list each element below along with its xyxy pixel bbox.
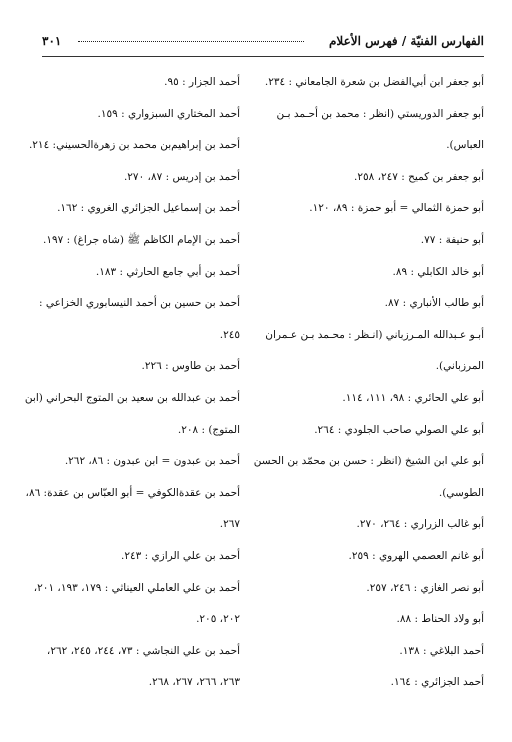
page-number: ٣٠١ (42, 34, 62, 48)
index-entry: أحمد بن إبراهيم‌بن محمد بن زهرة‌الحسيني: ٢١٤. (28, 139, 240, 152)
page-header (42, 34, 484, 56)
index-entry: أبو خالد الكابلي : ٨٩. (392, 265, 484, 278)
index-entry: المرزباني). (435, 360, 484, 373)
index-entry: أحمد بن الإمام الكاظم ﷺ (شاه جراغ) : ١٩٧. (43, 234, 240, 246)
index-entry: ٢٠٢، ٢٠٥. (196, 613, 240, 626)
index-entry: أبو علي ابن الشيخ (انظر : حسن بن محمّد بن الحسن (253, 455, 484, 468)
index-entry: أحمد بن إدريس : ٨٧، ٢٧٠. (123, 170, 240, 183)
index-entry: أحمد الجزار : ٩٥. (164, 76, 240, 88)
index-entry: أبو غالب الزراري : ٢٦٤، ٢٧٠. (356, 518, 484, 531)
index-entry: الطوسي). (438, 486, 484, 499)
index-entry: أحمد بن علي الرازي : ٢٤٣. (120, 550, 240, 562)
index-entry: أبو طالب الأنباري : ٨٧. (384, 297, 484, 310)
index-entry: أبو جعفر ابن أبي‌الفضل بن شعرة الجامعاني : ٢٣٤. (264, 76, 484, 88)
index-entry: أبو ولاد الحناط : ٨٨. (396, 613, 484, 626)
index-entry: أحمد بن أبي جامع الحارثي : ١٨٣. (95, 265, 240, 278)
index-entry: أحمد بن طاوس : ٢٢٦. (141, 360, 240, 373)
index-entry: ٢٦٣، ٢٦٦، ٢٦٧، ٢٦٨. (148, 676, 240, 689)
index-entry: أحمد المختاري السبزواري : ١٥٩. (97, 107, 240, 120)
header-rule (42, 56, 484, 57)
index-entry: العباس). (446, 139, 484, 152)
index-entry: أبو نصر الغازي : ٢٤٦، ٢٥٧. (366, 581, 484, 594)
index-entry: أبو جعفر بن كميح : ٢٤٧، ٢٥٨. (353, 170, 484, 183)
index-entry: أحمد بن عبدون = ابن عبدون : ٨٦، ٢٦٢. (64, 455, 240, 468)
index-entry: أبو علي الحائري : ٩٨، ١١١، ١١٤. (342, 392, 484, 404)
leader-dots (78, 40, 304, 42)
index-entry: ٢٦٧. (219, 518, 240, 531)
index-entry: أحمد بن حسين بن أحمد النيسابوري الخزاعي : (38, 297, 240, 310)
index-entry: أحمد بن عقدة‌الكوفي = أبو العبّاس بن عقدة: ٨٦، (25, 486, 240, 499)
index-entry: أحمد بن إسماعيل الجزائري الغروي : ١٦٢. (57, 202, 240, 215)
index-entry: أبو غانم العصمي الهروي : ٢٥٩. (348, 550, 484, 562)
index-entry: أحمد بن علي العاملي العيناثي : ١٧٩، ١٩٣، ٢٠١، (33, 581, 240, 594)
index-entry: أحمد بن عبدالله بن سعيد بن المتوج البحراني (ابن (24, 392, 240, 404)
index-entry: أبو علي الصولي صاحب الجلودي : ٢٦٤. (314, 423, 484, 436)
index-entry: أحمد الجزائري : ١٦٤. (390, 676, 484, 689)
index-entry: أبو حنيفة : ٧٧. (420, 234, 484, 246)
index-entry: أبـو عـبدالله المـرزباني (انـظر : محـمد بـن عـمران (265, 328, 484, 341)
index-entry: ٢٤٥. (219, 328, 240, 341)
index-entry: أبو جعفر الدوريستي (انظر : محمد بن أحـمد بـن (276, 107, 484, 120)
index-entry: المتوج) : ٢٠٨. (177, 423, 240, 436)
running-title: الفهارس الفنيّة / فهرس الأعلام (329, 34, 484, 48)
index-entry: أحمد بن علي النجاشي : ٧٣، ٢٤٤، ٢٤٥، ٢٦٢، (46, 644, 240, 657)
index-entry: أحمد البلاغي : ١٣٨. (399, 644, 484, 657)
index-entry: أبو حمزة الثمالي = أبو حمزة : ٨٩، ١٢٠. (309, 202, 484, 215)
